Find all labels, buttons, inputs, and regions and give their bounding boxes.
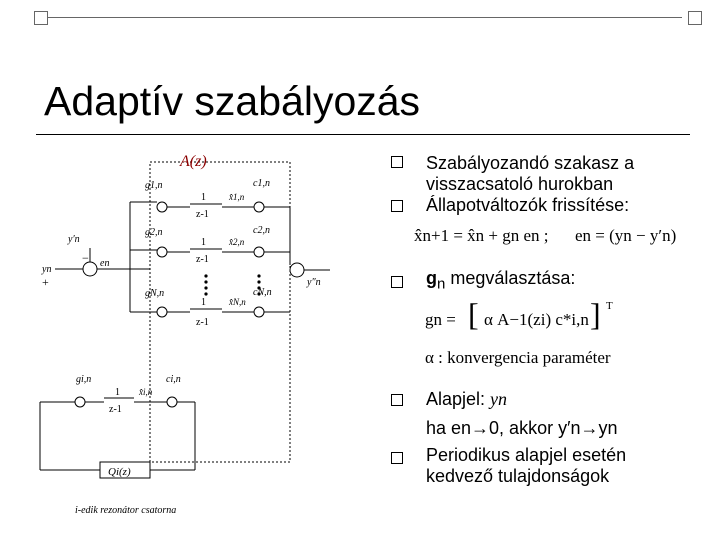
decoration-box — [34, 11, 48, 25]
error-label: en — [100, 258, 110, 269]
decoration-box — [688, 11, 702, 25]
convergence-note: α : konvergencia paraméter — [425, 348, 611, 367]
bullet-text-4-var: yn — [490, 389, 508, 409]
minus-sign: − — [82, 251, 89, 265]
coef-label-1: c1,n — [253, 178, 270, 189]
delay-num-1: 1 — [201, 192, 206, 203]
sub-delay-den: z-1 — [109, 404, 122, 415]
sub-coef-label: ci,n — [166, 374, 181, 385]
bullet-text-5: Periodikus alapjel esetén kedvező tulajdonságok — [426, 445, 627, 486]
bullet-text-1: Szabályozandó szakasz a visszacsatoló hurokban — [426, 153, 635, 194]
transpose-mark: T — [606, 300, 613, 312]
update-equation-1: x̂n+1 = x̂n + gn en ; — [414, 226, 549, 245]
gain-equation-body: α A−1(zi) c*i,n — [484, 310, 589, 329]
gain-label-2: g2,n — [145, 227, 163, 238]
Q-block-label: Qi(z) — [108, 466, 131, 478]
gain-label-1: g1,n — [145, 180, 163, 191]
output-label: y″n — [307, 277, 321, 288]
bullet-marker — [391, 452, 403, 464]
delay-num-N: 1 — [201, 297, 206, 308]
state-label-N: x̂N,n — [229, 297, 246, 307]
sub-delay-num: 1 — [115, 387, 120, 398]
gain-symbol: g — [426, 268, 437, 288]
bullet-marker — [391, 394, 403, 406]
delay-den-N: z-1 — [196, 317, 209, 328]
delay-den-2: z-1 — [196, 254, 209, 265]
input-label: yn — [42, 264, 52, 275]
gain-equation-lhs: gn = — [425, 310, 456, 329]
slide-title: Adaptív szabályozás — [44, 78, 421, 124]
plus-sign: + — [42, 275, 49, 289]
bullet-text-3-rest: megválasztása: — [445, 268, 576, 288]
title-underline — [36, 134, 690, 135]
top-decoration-line — [34, 17, 682, 18]
delay-den-1: z-1 — [196, 209, 209, 220]
state-label-2: x̂2,n — [229, 237, 245, 247]
state-label-1: x̂1,n — [229, 192, 245, 202]
delay-num-2: 1 — [201, 237, 206, 248]
bullet-text-2: Állapotváltozók frissítése: — [426, 195, 630, 215]
gain-label-N: gN,n — [145, 288, 165, 299]
update-equation-2: en = (yn − y′n) — [575, 226, 677, 245]
bullet-text-4b: ha en→0, akkor y′n→yn — [426, 418, 618, 438]
diagram-caption: i-edik rezonátor csatorna — [75, 505, 177, 516]
diagram-label-A: A(z) — [180, 153, 207, 170]
sub-gain-label: gi,n — [76, 374, 92, 385]
gain-subscript: n — [437, 275, 446, 293]
bullet-text-4 — [426, 389, 507, 410]
bullet-text-4-prefix: Alapjel: — [426, 389, 491, 409]
coef-label-N: cN,n — [253, 287, 272, 298]
sub-state-label: x̂i,n — [139, 387, 153, 397]
coef-label-2: c2,n — [253, 225, 270, 236]
feedback-label: y′n — [68, 234, 80, 245]
bullet-text-3 — [426, 268, 575, 295]
block-diagram — [0, 140, 380, 520]
bullet-marker — [391, 156, 403, 168]
bullet-marker — [391, 276, 403, 288]
bracket-left: [ — [468, 296, 479, 332]
bullet-marker — [391, 200, 403, 212]
bracket-right: ] — [590, 296, 601, 332]
